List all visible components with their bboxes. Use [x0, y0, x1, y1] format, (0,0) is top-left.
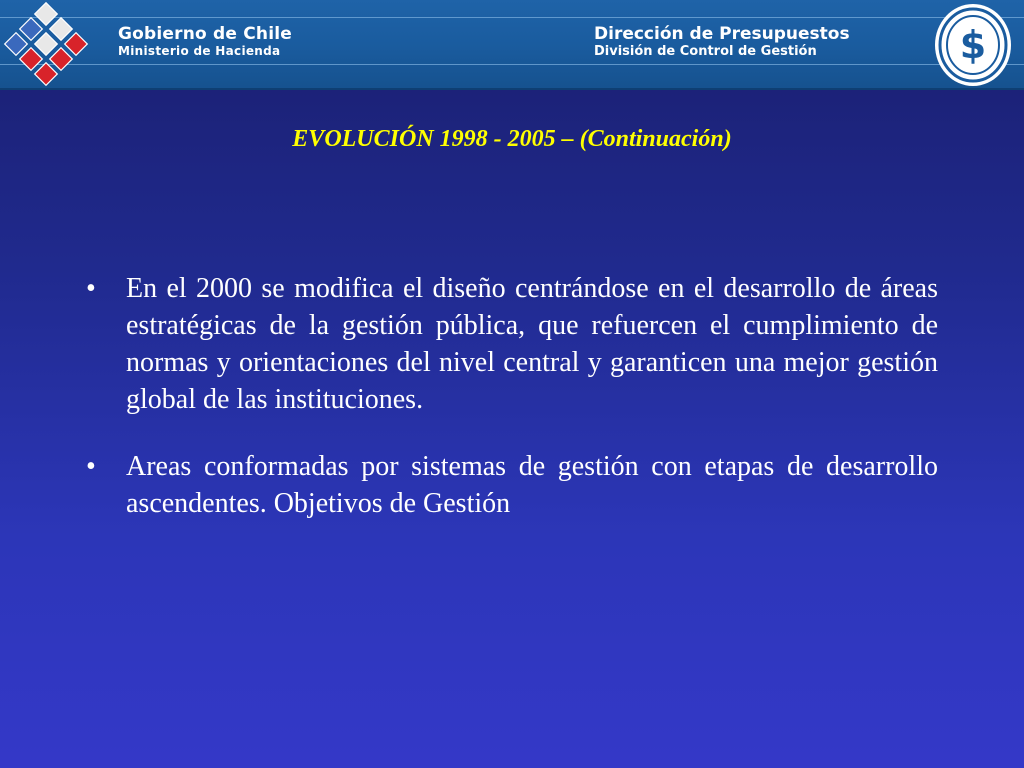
- dipres-seal-icon: [930, 2, 1016, 88]
- bullet-item: [86, 448, 938, 522]
- bullet-list: [86, 270, 938, 552]
- slide-title: EVOLUCIÓN 1998 - 2005 – (Continuación): [292, 126, 732, 152]
- bullet-item: [86, 270, 938, 418]
- header-line-bottom: [0, 64, 1024, 65]
- seal-symbol: $: [959, 23, 987, 67]
- gobierno-chile-logo-icon: [0, 0, 110, 90]
- dir-subtitle: División de Control de Gestión: [594, 44, 817, 59]
- gov-title: Gobierno de Chile: [118, 24, 293, 44]
- gov-text-block: [118, 24, 292, 59]
- gov-subtitle: Ministerio de Hacienda: [118, 44, 281, 58]
- bullet-text: Areas conformadas por sistemas de gestión con etapas de desarrollo ascendentes. Objetivos de Gestión: [126, 451, 938, 519]
- header-banner: [0, 0, 1024, 90]
- bullet-marker: •: [86, 273, 96, 304]
- dir-text-block: [594, 24, 850, 60]
- dir-title: Dirección de Presupuestos: [594, 24, 850, 44]
- header-line-top: [0, 17, 1024, 18]
- bullet-marker: •: [86, 451, 96, 482]
- bullet-text: En el 2000 se modifica el diseño centrándose en el desarrollo de áreas estratégicas de la gestión pública, que refuercen el cumplimiento de normas y orientaciones del nivel central y garanticen una mejor gestión global de las instituciones.: [126, 273, 938, 415]
